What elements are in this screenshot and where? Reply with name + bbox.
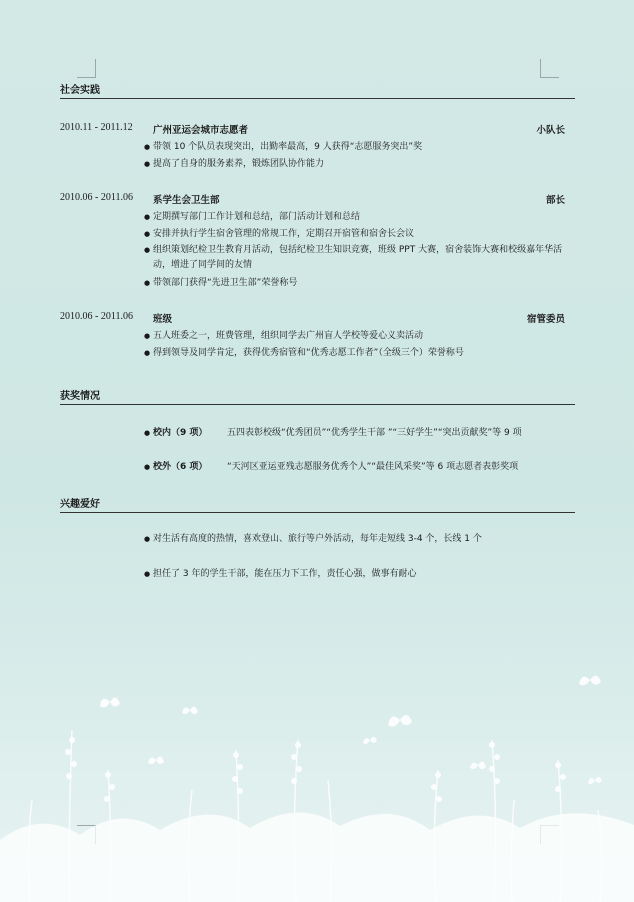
entry-organization: 班级: [153, 314, 173, 325]
award-item: [144, 425, 575, 441]
award-category: 校外（6 项）: [153, 462, 208, 472]
award-item: [144, 459, 575, 475]
experience-entry: [60, 192, 575, 292]
award-text: “天河区亚运亚残志愿服务优秀个人”“最佳风采奖”等 6 项志愿者表彰奖项: [227, 462, 519, 472]
margin-corner-mark: [540, 59, 559, 78]
entry-role: 部长: [545, 195, 565, 206]
experience-entry: [60, 122, 575, 173]
award-text: 五四表彰校级“优秀团员”“优秀学生干部 ”“三好学生”“突出贡献奖”等 9 项: [227, 428, 522, 438]
section-title-practice: 社会实践: [60, 81, 575, 99]
bullet-item: ● 得到领导及同学肯定，获得优秀宿管和“优秀志愿工作者”（全级三个）荣誉称号: [144, 345, 575, 362]
section-title-awards: 获奖情况: [60, 387, 575, 405]
experience-entry: [60, 311, 575, 362]
entry-organization: 系学生会卫生部: [153, 195, 220, 206]
bullet-item: ● 安排并执行学生宿舍管理的常规工作，定期召开宿管和宿舍长会议: [144, 226, 575, 243]
hobby-item: ● 担任了 3 年的学生干部，能在压力下工作，责任心强，做事有耐心: [144, 566, 575, 582]
award-category: 校内（9 项）: [153, 428, 208, 438]
bullet-item: ● 组织策划纪检卫生教育月活动，包括纪检卫生知识竞赛，班级 PPT 大赛，宿舍装饰大赛和校级嘉年华活动，增进了同学间的友情: [144, 243, 575, 273]
entry-date: 2010.06 - 2011.06: [60, 311, 133, 322]
entry-role: 宿管委员: [526, 314, 565, 325]
entry-role: 小队长: [536, 125, 565, 136]
entry-organization: 广州亚运会城市志愿者: [153, 125, 249, 136]
bullet-item: ● 带领部门获得“先进卫生部”荣誉称号: [144, 275, 575, 292]
bullet-item: ● 五人班委之一，班费管理，组织同学去广州盲人学校等爱心义卖活动: [144, 328, 575, 345]
entry-date: 2010.11 - 2011.12: [60, 122, 133, 133]
bullet-item: ● 带领 10 个队员表现突出，出勤率最高，9 人获得“志愿服务突出”奖: [144, 139, 575, 156]
bullet-item: ● 提高了自身的服务素养，锻炼团队协作能力: [144, 156, 575, 173]
section-title-hobbies: 兴趣爱好: [60, 495, 575, 513]
entry-date: 2010.06 - 2011.06: [60, 192, 133, 203]
grass-butterfly-illustration: [0, 640, 634, 902]
margin-corner-mark: [77, 59, 96, 78]
hobby-item: ● 对生活有高度的热情，喜欢登山、旅行等户外活动，每年走短线 3-4 个，长线 1 个: [144, 531, 575, 547]
bullet-item: ● 定期撰写部门工作计划和总结，部门活动计划和总结: [144, 209, 575, 226]
